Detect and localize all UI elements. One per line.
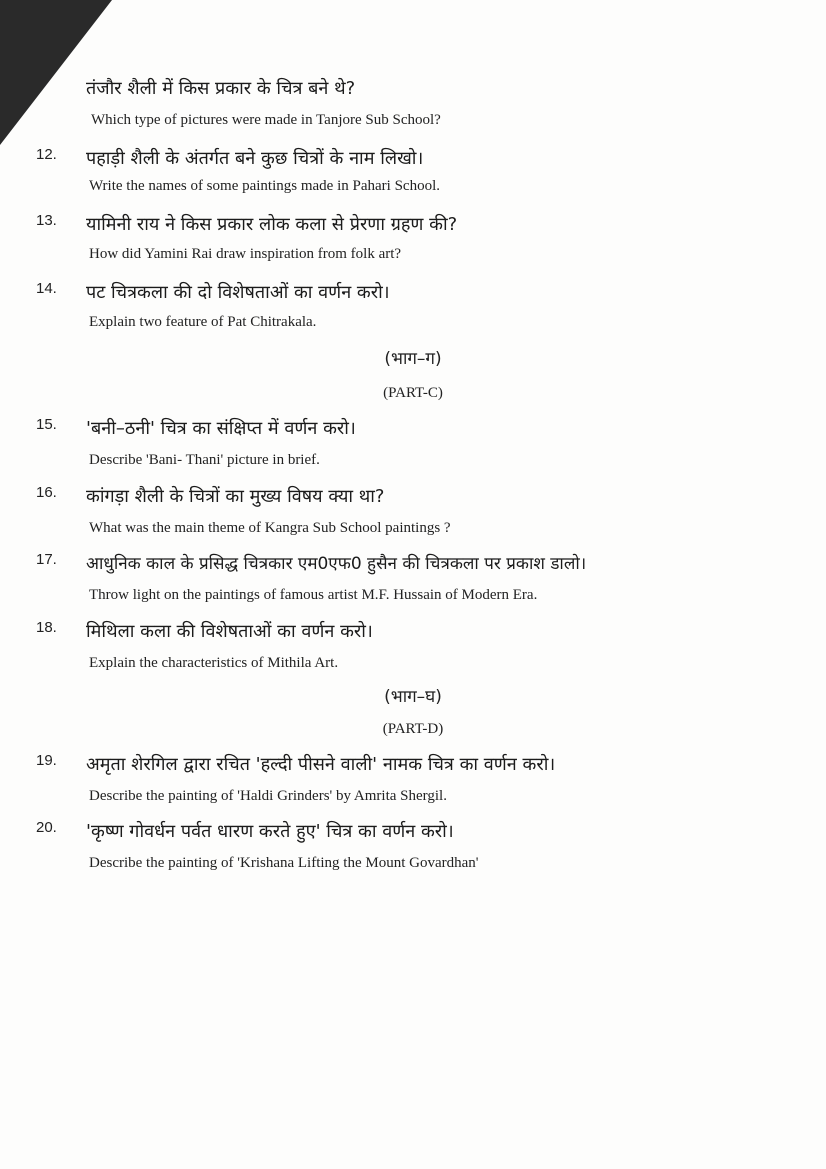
- question-hindi: 'कृष्ण गोवर्धन पर्वत धारण करते हुए' चित्र का वर्णन करो।: [86, 821, 454, 842]
- question-english: Describe the painting of 'Krishana Lifting the Mount Govardhan': [89, 855, 479, 871]
- question-number: 18.: [36, 619, 57, 636]
- question-english: Explain the characteristics of Mithila Art.: [89, 655, 339, 671]
- question-hindi: यामिनी राय ने किस प्रकार लोक कला से प्रेरणा ग्रहण की?: [86, 214, 458, 235]
- section-heading-english: (PART-C): [383, 385, 443, 401]
- question-number: 20.: [36, 819, 57, 836]
- section-heading-hindi: (भाग–ग): [384, 349, 442, 369]
- question-english: How did Yamini Rai draw inspiration from folk art?: [89, 246, 402, 262]
- question-number: 19.: [36, 752, 57, 769]
- question-hindi: पट चित्रकला की दो विशेषताओं का वर्णन करो।: [86, 282, 390, 303]
- question-number: 12.: [36, 146, 57, 163]
- section-heading-hindi: (भाग–घ): [384, 687, 442, 707]
- section-heading-english: (PART-D): [382, 721, 444, 737]
- question-english: Throw light on the paintings of famous artist M.F. Hussain of Modern Era.: [89, 587, 538, 603]
- question-english: Write the names of some paintings made in Pahari School.: [89, 178, 440, 194]
- question-number: 16.: [36, 484, 57, 501]
- question-hindi: पहाड़ी शैली के अंतर्गत बने कुछ चित्रों के नाम लिखो।: [86, 148, 424, 169]
- question-hindi: तंजौर शैली में किस प्रकार के चित्र बने थे?: [86, 78, 356, 99]
- question-english: Describe the painting of 'Haldi Grinders' by Amrita Shergil.: [89, 788, 447, 804]
- question-number: 15.: [36, 416, 57, 433]
- question-number: 14.: [36, 280, 57, 297]
- question-number: 17.: [36, 551, 57, 568]
- question-number: 13.: [36, 212, 57, 229]
- question-english: Explain two feature of Pat Chitrakala.: [89, 314, 317, 330]
- question-english: Which type of pictures were made in Tanjore Sub School?: [91, 112, 441, 128]
- question-english: What was the main theme of Kangra Sub School paintings ?: [89, 520, 451, 536]
- question-english: Describe 'Bani- Thani' picture in brief.: [89, 452, 320, 468]
- question-hindi: मिथिला कला की विशेषताओं का वर्णन करो।: [86, 621, 373, 642]
- question-hindi: कांगड़ा शैली के चित्रों का मुख्य विषय क्या था?: [86, 486, 385, 507]
- question-hindi: 'बनी–ठनी' चित्र का संक्षिप्त में वर्णन करो।: [86, 418, 356, 439]
- question-hindi: आधुनिक काल के प्रसिद्ध चित्रकार एम0एफ0 हुसैन की चित्रकला पर प्रकाश डालो।: [86, 554, 587, 574]
- question-hindi: अमृता शेरगिल द्वारा रचित 'हल्दी पीसने वाली' नामक चित्र का वर्णन करो।: [86, 754, 556, 775]
